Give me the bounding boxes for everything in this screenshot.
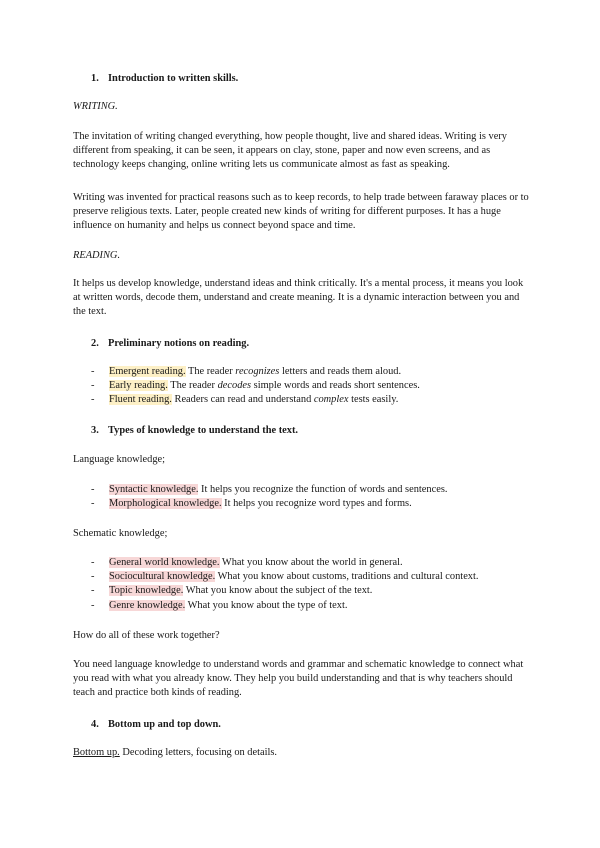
list-item (91, 570, 541, 584)
section-3-heading (91, 424, 298, 438)
list-dash: - (91, 557, 95, 568)
stage-emphasis: decodes (217, 380, 252, 392)
stage-text: letters and reads them aloud. (279, 366, 402, 377)
writing-paragraph-2: Writing was invented for practical reasons such as to keep records, to help trade between faraway places or to preserve religious texts. Later, people created new kinds of writing for different purposes. It has a huge influence on humanity and helps us connect beyond space and time. (73, 192, 529, 232)
writing-paragraph-1: The invitation of writing changed everything, how people thought, live and shared ideas. Writing is very different from speaking, it can be seen, it appears on clay, stone, paper and now even screens, and as technology keeps changing, online writing lets us communicate almost as fast as speaking. (73, 131, 507, 171)
knowledge-term: Syntactic knowledge. (109, 484, 199, 495)
bottom-up-paragraph (73, 746, 533, 760)
section-title: Bottom up and top down. (108, 719, 221, 730)
list-item (91, 365, 541, 379)
section-4-heading (91, 718, 221, 732)
stage-text: The reader (185, 366, 236, 377)
together-question: How do all of these work together? (73, 630, 220, 641)
list-item (91, 379, 541, 393)
stage-text: The reader (167, 380, 218, 392)
knowledge-term: Sociocultural knowledge. (109, 571, 216, 583)
list-dash: - (91, 394, 95, 406)
knowledge-term: Morphological knowledge. (109, 498, 222, 510)
bottom-up-term: Bottom up. (73, 747, 120, 758)
list-item (91, 556, 541, 570)
knowledge-term: Genre knowledge. (109, 599, 186, 611)
list-item (91, 483, 541, 497)
stage-emphasis: recognizes (235, 366, 280, 377)
section-number: 3. (91, 425, 99, 436)
knowledge-text: What you know about the type of text. (185, 599, 348, 611)
section-1-heading (91, 72, 238, 86)
language-knowledge-label: Language knowledge; (73, 454, 166, 465)
stage-term: Emergent reading. (109, 366, 186, 377)
knowledge-term: Topic knowledge. (109, 585, 184, 597)
knowledge-text: It helps you recognize the function of words and sentences. (198, 484, 448, 495)
together-answer: You need language knowledge to understand words and grammar and schematic knowledge to connect what you read with what you already know. They help you build understanding and that is why teachers should teach and practice both kinds of reading. (73, 659, 524, 699)
list-dash: - (91, 484, 95, 495)
stage-emphasis: complex (313, 394, 349, 406)
stage-text: simple words and reads short sentences. (251, 380, 420, 392)
schematic-knowledge-label: Schematic knowledge; (73, 528, 168, 539)
knowledge-text: What you know about the subject of the text. (183, 585, 373, 597)
section-2-heading (91, 337, 249, 351)
list-dash: - (91, 366, 95, 377)
knowledge-term: General world knowledge. (109, 557, 220, 568)
section-number: 2. (91, 338, 99, 349)
list-item (91, 393, 541, 407)
section-title: Introduction to written skills. (108, 73, 239, 84)
list-dash: - (91, 498, 95, 510)
stage-term: Early reading. (109, 380, 168, 392)
language-knowledge-list (91, 483, 541, 511)
reading-paragraph-1: It helps us develop knowledge, understand ideas and think critically. It's a mental process, it means you look at written words, decode them, understand and create meaning. It is a dynamic interaction between you and the text. (73, 278, 524, 318)
stage-text: Readers can read and understand (171, 394, 314, 406)
list-dash: - (91, 571, 95, 583)
stage-text: tests easily. (348, 394, 399, 406)
reading-label: READING. (73, 250, 121, 261)
writing-label: WRITING. (73, 101, 118, 112)
list-item (91, 497, 541, 511)
list-dash: - (91, 380, 95, 392)
section-number: 4. (91, 719, 99, 730)
knowledge-text: What you know about customs, traditions and cultural context. (215, 571, 479, 583)
knowledge-text: It helps you recognize word types and forms. (221, 498, 412, 510)
list-item (91, 584, 541, 598)
schematic-knowledge-list (91, 556, 541, 613)
section-title: Preliminary notions on reading. (108, 338, 250, 349)
section-number: 1. (91, 73, 99, 84)
knowledge-text: What you know about the world in general. (219, 557, 403, 568)
list-dash: - (91, 585, 95, 597)
list-item (91, 599, 541, 613)
stage-term: Fluent reading. (109, 394, 172, 406)
reading-stages-list (91, 365, 541, 408)
bottom-up-text: Decoding letters, focusing on details. (119, 747, 278, 758)
list-dash: - (91, 599, 95, 611)
section-title: Types of knowledge to understand the text. (108, 425, 299, 436)
